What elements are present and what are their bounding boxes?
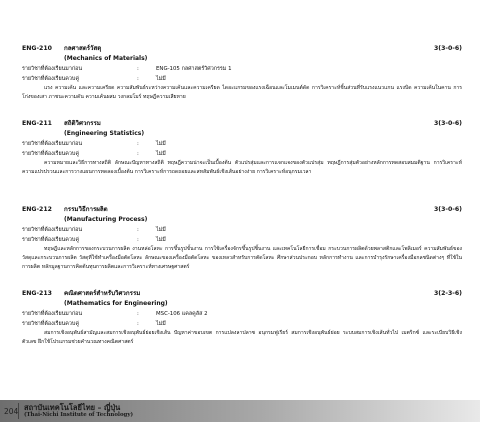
course-credits: 3(2-3-6) [433, 290, 462, 297]
course-title-en: (Mathematics for Engineering) [64, 300, 168, 307]
course-title-en: (Manufacturing Process) [64, 216, 148, 223]
course-entry [22, 289, 462, 347]
institute-name-th: สถาบันเทคโนโลยีไทย – ญี่ปุ่น [24, 403, 121, 412]
colon: : [137, 321, 139, 327]
colon: : [137, 227, 139, 233]
prereq-value: ENG-105 กลศาสตร์วิศวกรรม 1 [156, 66, 232, 72]
course-entry [22, 205, 462, 272]
coreq-label: รายวิชาที่ต้องเรียนควบคู่ [22, 76, 79, 82]
course-description: ทฤษฎีและหลักการของกระบวนการผลิต งานหล่อโลหะ การขึ้นรูปขั้นงาน การใช้เครื่องจักรขึ้นรูปชิ้นงาน และเทคโนโลยีการเชื่อม กระบวนการผลิตด้วยพลาสติกและโพลิเมอร์ ความสัมพันธ์ของวัสดุและกระบวนการผลิต วัสดุที่ใช้ทำเครื่องมือตัดโลหะ ลักษณะของเครื่องมือตัดโลหะ ของเหลวสำหรับการตัดโลหะ ศึกษาส่วนประกอบ หลักการทำงาน และการบำรุงรักษาเครื่องมือกลชนิดต่างๆ ที่ใช้ในการผลิต หลักมูลฐานการคิดต้นทุนการผลิตและการวิเคราะห์ทางเศรษฐศาสตร์ [22, 246, 462, 270]
colon: : [137, 311, 139, 317]
course-title-th: คณิตศาสตร์สำหรับวิศวกรรม [64, 290, 141, 297]
prereq-value: ไม่มี [156, 141, 166, 147]
prereq-value: ไม่มี [156, 227, 166, 233]
course-code: ENG-211 [22, 120, 52, 127]
institute-name-en: (Thai-Nichi Institute of Technology) [24, 412, 134, 418]
course-code: ENG-213 [22, 290, 52, 297]
prereq-value: MSC-106 แคลคูลัส 2 [156, 311, 208, 317]
course-entry [22, 44, 462, 102]
coreq-label: รายวิชาที่ต้องเรียนควบคู่ [22, 237, 79, 243]
page-footer [0, 400, 480, 422]
course-code: ENG-212 [22, 206, 52, 213]
course-description: แรง ความเค้น และความเครียด ความสัมพันธ์ระหว่างความเค้นและความเครียด ไดอะแกรมของแรงเฉือนและโมเมนต์ดัด การวิเคราะห์ชิ้นส่วนที่รับแรงแนวแกน แรงบิด ความเค้นในคาน การโก่งของเสา ภาชนะความดัน ความเค้นผสม วงกลมโมร์ ทฤษฎีความเสียหาย [22, 85, 462, 100]
course-title-en: (Engineering Statistics) [64, 130, 145, 137]
colon: : [137, 141, 139, 147]
coreq-value: ไม่มี [156, 237, 166, 243]
course-entry [22, 119, 462, 177]
coreq-value: ไม่มี [156, 76, 166, 82]
footer-divider [18, 403, 19, 419]
prereq-label: รายวิชาที่ต้องเรียนมาก่อน [22, 311, 83, 317]
course-credits: 3(3-0-6) [433, 45, 462, 52]
course-title-th: สถิติวิศวกรรม [64, 120, 101, 127]
course-description: ความหมายและวิธีการทางสถิติ ลักษณะปัญหาทางสถิติ ทฤษฎีความน่าจะเป็นเบื้องต้น ตัวแปรสุ่มและการแจกแจงของตัวแปรสุ่ม ทฤษฎีการสุ่มตัวอย่างหลักการทดสอบสมมติฐาน การวิเคราะห์ความแปรปรวนและการวางแผนการทดลองเบื้องต้น การวิเคราะห์การถดถอยและสหสัมพันธ์เชิงเส้นอย่างง่าย การวิเคราะห์อนุกรมเวลา [22, 160, 462, 175]
course-credits: 3(3-0-6) [433, 120, 462, 127]
page-number: 204 [4, 407, 19, 416]
coreq-label: รายวิชาที่ต้องเรียนควบคู่ [22, 151, 79, 157]
colon: : [137, 66, 139, 72]
prereq-label: รายวิชาที่ต้องเรียนมาก่อน [22, 66, 83, 72]
course-code: ENG-210 [22, 45, 52, 52]
course-title-th: กลศาสตร์วัสดุ [64, 45, 102, 52]
prereq-label: รายวิชาที่ต้องเรียนมาก่อน [22, 227, 83, 233]
course-credits: 3(3-0-6) [433, 206, 462, 213]
course-title-en: (Mechanics of Materials) [64, 55, 148, 62]
coreq-value: ไม่มี [156, 151, 166, 157]
colon: : [137, 76, 139, 82]
coreq-value: ไม่มี [156, 321, 166, 327]
prereq-label: รายวิชาที่ต้องเรียนมาก่อน [22, 141, 83, 147]
coreq-label: รายวิชาที่ต้องเรียนควบคู่ [22, 321, 79, 327]
course-description: สมการเชิงอนุพันธ์สามัญและสมการเชิงอนุพันธ์ย่อยเชิงเส้น ปัญหาค่าขอบเขต การแปลงลาปลาซ อนุกรมฟูเรียร์ สมการเชิงอนุพันธ์ย่อย ระบบสมการเชิงเส้นทั่วไป เมตริกซ์ และระเบียบวิธีเชิงตัวเลข ฝึกใช้โปรแกรมช่วยคำนวณทางคณิตศาสตร์ [22, 330, 462, 345]
course-title-th: กรรมวิธีการผลิต [64, 206, 108, 213]
colon: : [137, 237, 139, 243]
colon: : [137, 151, 139, 157]
